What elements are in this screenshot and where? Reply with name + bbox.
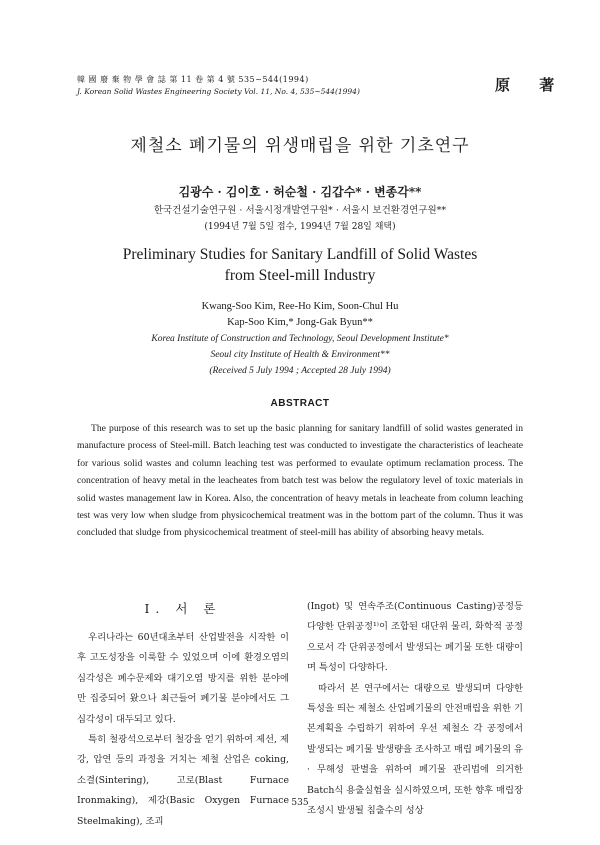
title-english: [0, 244, 600, 286]
journal-citation-korean: 韓 國 廢 棄 物 學 會 誌 第 11 卷 第 4 號 535~544(1994): [77, 75, 309, 84]
authors-korean: 김광수 · 김이호 · 허순철 · 김갑수* · 변종각**: [178, 185, 422, 199]
abstract-text: The purpose of this research was to set up the basic planning for sanitary landfill of solid wastes generated in manufacture process of Steel-mill. Batch leaching test was conducted to investigate the characteristics of leacheate for various solid wastes and column leaching test was performed to evaulate optimum reclamation process. The concentration of heavy metal in the leacheates from batch test was below the regulatory level of toxic materials in solid wastes management law in Korea. Also, the concentration of heavy metals in leacheate from column leaching test was very low when sludge from physicochemical treatment was in the bottom part of the column. Thus it was concluded that sludge from physicochemical treatment of steel-mill has ability of absorbing heavy metals.: [77, 423, 523, 539]
intro-paragraph-2-continued: (Ingot) 및 연속주조(Continuous Casting)공정등 다양한 단위공정¹⁾이 조합된 대단위 물리, 화학적 공정으로서 각 단위공정에서 발생되는 폐기물 또한 대량이며 특성이 다양하다.: [307, 601, 523, 674]
intro-paragraph-1: 우리나라는 60년대초부터 산업발전을 시작한 이후 고도성장을 이룩할 수 있었으며 이에 환경오염의 심각성은 폐수문제와 대기오염 방지를 위한 분야에만 집중되어 왔으나 최근들어 폐기물 분야에서도 그 심각성이 대두되고 있다.: [77, 632, 289, 725]
authors-english: [0, 299, 600, 331]
intro-paragraph-2: 특히 철광석으로부터 철강을 얻기 위하여 제선, 제강, 압연 등의 과정을 거치는 제철 산업은 coking, 소결(Sintering), 고로(Blast Furnace Ironmaking), 제강(Basic Oxygen Furnace Steelmaking), 조괴: [77, 734, 289, 827]
journal-citation-english: J. Korean Solid Wastes Engineering Society Vol. 11, No. 4, 535~544(1994): [77, 87, 360, 96]
authors-english-line-1: Kwang-Soo Kim, Ree-Ho Kim, Soon-Chul Hu: [201, 301, 399, 312]
abstract-heading: ABSTRACT: [270, 398, 330, 409]
page-number: 535: [291, 798, 309, 808]
section-heading-introduction: Ⅰ. 서 론: [144, 601, 222, 616]
authors-english-line-2: Kap-Soo Kim,* Jong-Gak Byun**: [227, 317, 373, 328]
dates-korean: (1994년 7월 5일 접수, 1994년 7월 28일 채택): [204, 222, 396, 232]
abstract-body: [77, 420, 523, 542]
intro-paragraph-3: 따라서 본 연구에서는 대량으로 발생되며 다양한 특성을 띄는 제철소 산업폐기물의 안전매립을 위한 기본계획을 수립하기 위하여 우선 제철소 각 공정에서 발생되는 폐기물 발생량을 조사하고 매립 폐기물의 유 · 무해성 판별을 위하여 폐기물 관리법에 의거한 Batch식 용출실험을 실시하였으며, 또한 향후 매립장 조성시 발생될 침출수의 성상: [307, 682, 523, 817]
affiliations-korean: 한국건설기술연구원 · 서울시정개발연구원* · 서울시 보건환경연구원**: [153, 205, 447, 216]
right-column: [307, 597, 523, 821]
received-accepted-dates: (Received 5 July 1994 ; Accepted 28 July 1994): [209, 366, 391, 376]
affiliations-english: [0, 331, 600, 379]
affiliation-english-line-1: Korea Institute of Construction and Technology, Seoul Development Institute*: [151, 334, 449, 344]
article-type-badge: 原 著: [495, 76, 567, 94]
title-english-line-1: Preliminary Studies for Sanitary Landfill of Solid Wastes: [122, 246, 478, 263]
title-english-line-2: from Steel-mill Industry: [224, 267, 376, 284]
title-korean: 제철소 폐기물의 위생매립을 위한 기초연구: [130, 136, 470, 156]
affiliation-english-line-2: Seoul city Institute of Health & Environment**: [210, 350, 390, 360]
